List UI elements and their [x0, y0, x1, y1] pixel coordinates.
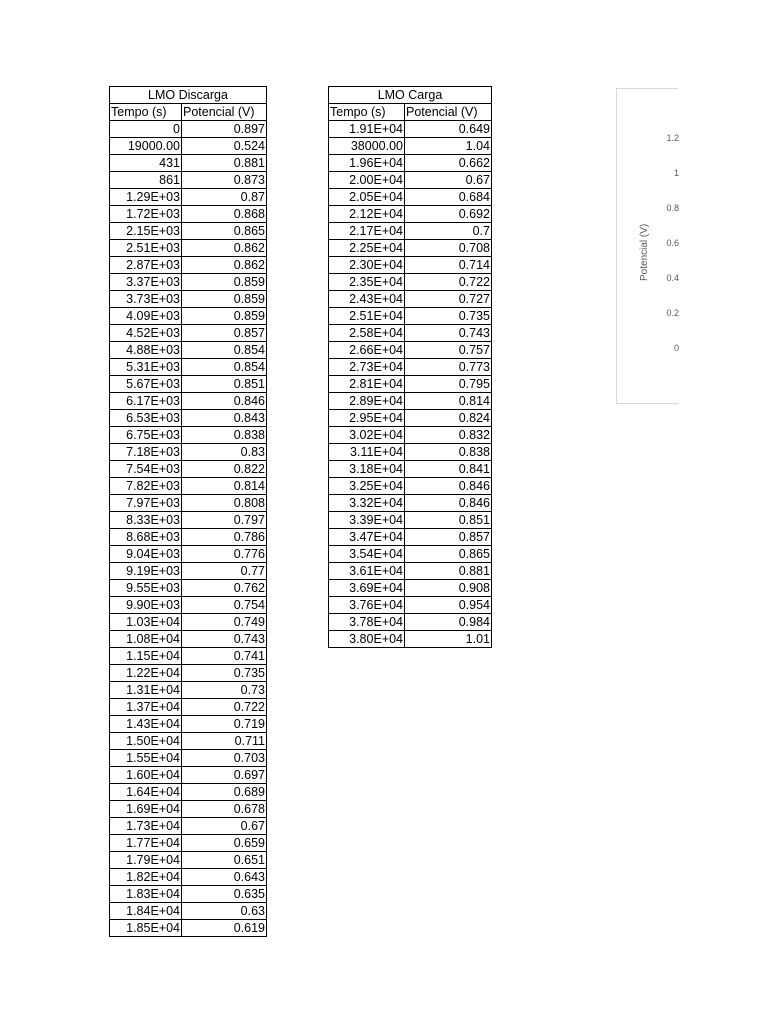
cell-time[interactable]: 2.51E+04: [329, 308, 405, 325]
cell-potential[interactable]: 0.797: [182, 512, 267, 529]
cell-time[interactable]: 3.25E+04: [329, 478, 405, 495]
cell-time[interactable]: 1.37E+04: [110, 699, 182, 716]
cell-potential[interactable]: 0.757: [405, 342, 492, 359]
table-row: [110, 376, 267, 393]
cell-potential[interactable]: 0.838: [182, 427, 267, 444]
table-row: [329, 274, 492, 291]
cell-time[interactable]: 3.11E+04: [329, 444, 405, 461]
table-row: [329, 138, 492, 155]
cell-time[interactable]: 1.22E+04: [110, 665, 182, 682]
cell-time[interactable]: 2.30E+04: [329, 257, 405, 274]
cell-potential[interactable]: 0.862: [182, 257, 267, 274]
cell-potential[interactable]: 0.722: [182, 699, 267, 716]
table-row: [110, 410, 267, 427]
table-row: [110, 495, 267, 512]
cell-time[interactable]: 1.84E+04: [110, 903, 182, 920]
y-tick-label: 1.2: [666, 133, 679, 143]
cell-potential[interactable]: 0.814: [405, 393, 492, 410]
table-row: [110, 206, 267, 223]
table-row: [110, 291, 267, 308]
cell-potential[interactable]: 0.762: [182, 580, 267, 597]
cell-time[interactable]: 3.54E+04: [329, 546, 405, 563]
cell-potential[interactable]: 0.743: [182, 631, 267, 648]
cell-time[interactable]: 9.19E+03: [110, 563, 182, 580]
table-row: [110, 308, 267, 325]
table-row: [329, 597, 492, 614]
cell-time[interactable]: 1.50E+04: [110, 733, 182, 750]
cell-time[interactable]: 3.78E+04: [329, 614, 405, 631]
table-row: [110, 648, 267, 665]
cell-time[interactable]: 2.05E+04: [329, 189, 405, 206]
cell-time[interactable]: 3.02E+04: [329, 427, 405, 444]
table-row: [110, 767, 267, 784]
cell-potential[interactable]: 0.83: [182, 444, 267, 461]
cell-time[interactable]: 1.82E+04: [110, 869, 182, 886]
cell-potential[interactable]: 0.743: [405, 325, 492, 342]
cell-time[interactable]: 1.96E+04: [329, 155, 405, 172]
table-row: [110, 359, 267, 376]
table-row: [110, 121, 267, 138]
cell-time[interactable]: 5.67E+03: [110, 376, 182, 393]
cell-potential[interactable]: 0.824: [405, 410, 492, 427]
charge-col-potential[interactable]: Potencial (V): [405, 104, 492, 121]
cell-time[interactable]: 3.73E+03: [110, 291, 182, 308]
table-row: [329, 172, 492, 189]
cell-time[interactable]: 3.32E+04: [329, 495, 405, 512]
cell-time[interactable]: 3.18E+04: [329, 461, 405, 478]
cell-time[interactable]: 2.89E+04: [329, 393, 405, 410]
table-row: [329, 631, 492, 648]
table-row: [110, 138, 267, 155]
cell-potential[interactable]: 0.843: [182, 410, 267, 427]
table-row: [329, 427, 492, 444]
cell-time[interactable]: 3.80E+04: [329, 631, 405, 648]
table-row: [329, 291, 492, 308]
table-row: [329, 410, 492, 427]
cell-time[interactable]: 1.43E+04: [110, 716, 182, 733]
cell-time[interactable]: 2.81E+04: [329, 376, 405, 393]
cell-potential[interactable]: 0.73: [182, 682, 267, 699]
cell-potential[interactable]: 0.776: [182, 546, 267, 563]
cell-potential[interactable]: 0.859: [182, 308, 267, 325]
cell-potential[interactable]: 0.741: [182, 648, 267, 665]
cell-time[interactable]: 2.73E+04: [329, 359, 405, 376]
table-row: [110, 682, 267, 699]
cell-potential[interactable]: 0.719: [182, 716, 267, 733]
cell-potential[interactable]: 1.01: [405, 631, 492, 648]
table-row: [110, 546, 267, 563]
cell-potential[interactable]: 0.77: [182, 563, 267, 580]
cell-time[interactable]: 0: [110, 121, 182, 138]
cell-time[interactable]: 6.53E+03: [110, 410, 182, 427]
y-tick-label: 0.6: [666, 238, 679, 248]
table-row: [110, 665, 267, 682]
table-row: [329, 461, 492, 478]
cell-potential[interactable]: 0.735: [405, 308, 492, 325]
cell-time[interactable]: 1.55E+04: [110, 750, 182, 767]
table-row: [329, 478, 492, 495]
cell-potential[interactable]: 0.754: [182, 597, 267, 614]
table-row: [329, 614, 492, 631]
cell-time[interactable]: 9.04E+03: [110, 546, 182, 563]
cell-potential[interactable]: 0.662: [405, 155, 492, 172]
cell-potential[interactable]: 0.846: [405, 495, 492, 512]
table-row: [110, 257, 267, 274]
table-row: [329, 206, 492, 223]
y-tick-label: 0.2: [666, 308, 679, 318]
cell-potential[interactable]: 0.795: [405, 376, 492, 393]
table-row: [329, 546, 492, 563]
cell-time[interactable]: 2.00E+04: [329, 172, 405, 189]
table-row: [110, 886, 267, 903]
table-row: [110, 597, 267, 614]
cell-time[interactable]: 2.17E+04: [329, 223, 405, 240]
cell-time[interactable]: 2.12E+04: [329, 206, 405, 223]
table-row: [110, 716, 267, 733]
cell-potential[interactable]: 0.851: [405, 512, 492, 529]
table-row: [110, 427, 267, 444]
y-axis-label: Potencial (V): [639, 223, 650, 281]
table-row: [110, 342, 267, 359]
cell-potential[interactable]: 0.708: [405, 240, 492, 257]
cell-time[interactable]: 4.09E+03: [110, 308, 182, 325]
table-row: [110, 869, 267, 886]
cell-time[interactable]: 2.66E+04: [329, 342, 405, 359]
y-tick-label: 0.8: [666, 203, 679, 213]
cell-time[interactable]: 3.37E+03: [110, 274, 182, 291]
cell-potential[interactable]: 0.838: [405, 444, 492, 461]
cell-potential[interactable]: 0.684: [405, 189, 492, 206]
table-row: [110, 631, 267, 648]
table-row: [110, 784, 267, 801]
cell-potential[interactable]: 0.868: [182, 206, 267, 223]
table-row: [110, 563, 267, 580]
table-row: [329, 529, 492, 546]
y-tick-label: 0: [673, 343, 679, 353]
table-row: [329, 359, 492, 376]
table-row: [329, 393, 492, 410]
cell-time[interactable]: 2.95E+04: [329, 410, 405, 427]
table-row: [110, 818, 267, 835]
cell-time[interactable]: 1.73E+04: [110, 818, 182, 835]
cell-potential[interactable]: 0.87: [182, 189, 267, 206]
table-row: [329, 325, 492, 342]
cell-time[interactable]: 38000.00: [329, 138, 405, 155]
table-row: [110, 155, 267, 172]
cell-potential[interactable]: 0.773: [405, 359, 492, 376]
table-row: [110, 512, 267, 529]
table-row: [110, 240, 267, 257]
cell-potential[interactable]: 0.854: [182, 342, 267, 359]
table-row: [110, 172, 267, 189]
cell-potential[interactable]: 0.873: [182, 172, 267, 189]
table-row: [329, 376, 492, 393]
cell-time[interactable]: 7.18E+03: [110, 444, 182, 461]
cell-time[interactable]: 431: [110, 155, 182, 172]
cell-time[interactable]: 8.33E+03: [110, 512, 182, 529]
cell-potential[interactable]: 0.908: [405, 580, 492, 597]
cell-time[interactable]: 1.72E+03: [110, 206, 182, 223]
table-row: [110, 223, 267, 240]
table-row: [329, 257, 492, 274]
discharge-col-time[interactable]: Tempo (s): [110, 104, 182, 121]
cell-potential[interactable]: 0.63: [182, 903, 267, 920]
cell-time[interactable]: 7.54E+03: [110, 461, 182, 478]
cell-time[interactable]: 7.82E+03: [110, 478, 182, 495]
table-row: [329, 240, 492, 257]
cell-potential[interactable]: 0.881: [182, 155, 267, 172]
table-row: [329, 308, 492, 325]
cell-potential[interactable]: 0.846: [405, 478, 492, 495]
cell-time[interactable]: 3.47E+04: [329, 529, 405, 546]
charge-title: LMO Carga: [329, 87, 492, 104]
cell-time[interactable]: 4.52E+03: [110, 325, 182, 342]
table-row: [329, 580, 492, 597]
cell-time[interactable]: 1.77E+04: [110, 835, 182, 852]
cell-potential[interactable]: 0.67: [405, 172, 492, 189]
cell-time[interactable]: 1.64E+04: [110, 784, 182, 801]
cell-time[interactable]: 1.15E+04: [110, 648, 182, 665]
cell-potential[interactable]: 0.659: [182, 835, 267, 852]
cell-potential[interactable]: 0.689: [182, 784, 267, 801]
y-tick-label: 0.4: [666, 273, 679, 283]
cell-potential[interactable]: 0.703: [182, 750, 267, 767]
charge-col-time[interactable]: Tempo (s): [329, 104, 405, 121]
cell-potential[interactable]: 1.04: [405, 138, 492, 155]
cell-potential[interactable]: 0.857: [182, 325, 267, 342]
table-row: [110, 325, 267, 342]
cell-time[interactable]: 2.25E+04: [329, 240, 405, 257]
cell-time[interactable]: 3.39E+04: [329, 512, 405, 529]
table-row: [110, 750, 267, 767]
cell-potential[interactable]: 0.865: [182, 223, 267, 240]
cell-potential[interactable]: 0.954: [405, 597, 492, 614]
cell-time[interactable]: 1.03E+04: [110, 614, 182, 631]
cell-potential[interactable]: 0.7: [405, 223, 492, 240]
cell-time[interactable]: 1.85E+04: [110, 920, 182, 937]
table-row: [329, 444, 492, 461]
cell-time[interactable]: 1.83E+04: [110, 886, 182, 903]
table-row: [110, 920, 267, 937]
cell-potential[interactable]: 0.865: [405, 546, 492, 563]
cell-time[interactable]: 1.31E+04: [110, 682, 182, 699]
cell-time[interactable]: 1.29E+03: [110, 189, 182, 206]
cell-potential[interactable]: 0.859: [182, 274, 267, 291]
table-row: [110, 393, 267, 410]
cell-potential[interactable]: 0.851: [182, 376, 267, 393]
cell-time[interactable]: 2.87E+03: [110, 257, 182, 274]
cell-time[interactable]: 2.15E+03: [110, 223, 182, 240]
table-row: [329, 512, 492, 529]
cell-potential[interactable]: 0.649: [405, 121, 492, 138]
cell-potential[interactable]: 0.822: [182, 461, 267, 478]
discharge-col-potential[interactable]: Potencial (V): [182, 104, 267, 121]
cell-time[interactable]: 1.60E+04: [110, 767, 182, 784]
cell-time[interactable]: 1.69E+04: [110, 801, 182, 818]
cell-time[interactable]: 8.68E+03: [110, 529, 182, 546]
cell-time[interactable]: 1.79E+04: [110, 852, 182, 869]
cell-potential[interactable]: 0.711: [182, 733, 267, 750]
cell-potential[interactable]: 0.678: [182, 801, 267, 818]
cell-potential[interactable]: 0.814: [182, 478, 267, 495]
cell-potential[interactable]: 0.881: [405, 563, 492, 580]
cell-time[interactable]: 5.31E+03: [110, 359, 182, 376]
cell-potential[interactable]: 0.862: [182, 240, 267, 257]
table-row: [110, 580, 267, 597]
table-row: [110, 614, 267, 631]
table-row: [329, 189, 492, 206]
table-row: [329, 563, 492, 580]
table-row: [110, 461, 267, 478]
cell-time[interactable]: 19000.00: [110, 138, 182, 155]
cell-time[interactable]: 3.69E+04: [329, 580, 405, 597]
cell-potential[interactable]: 0.722: [405, 274, 492, 291]
cell-time[interactable]: 1.08E+04: [110, 631, 182, 648]
cell-potential[interactable]: 0.749: [182, 614, 267, 631]
cell-potential[interactable]: 0.524: [182, 138, 267, 155]
cell-time[interactable]: 3.61E+04: [329, 563, 405, 580]
cell-potential[interactable]: 0.714: [405, 257, 492, 274]
cell-potential[interactable]: 0.697: [182, 767, 267, 784]
cell-potential[interactable]: 0.619: [182, 920, 267, 937]
cell-potential[interactable]: 0.643: [182, 869, 267, 886]
cell-potential[interactable]: 0.841: [405, 461, 492, 478]
cell-time[interactable]: 6.17E+03: [110, 393, 182, 410]
cell-time[interactable]: 3.76E+04: [329, 597, 405, 614]
cell-time[interactable]: 2.35E+04: [329, 274, 405, 291]
table-row: [110, 903, 267, 920]
table-row: [329, 223, 492, 240]
table-row: [110, 852, 267, 869]
table-row: [329, 342, 492, 359]
table-row: [110, 529, 267, 546]
cell-potential[interactable]: 0.635: [182, 886, 267, 903]
table-row: [110, 274, 267, 291]
y-tick-label: 1: [673, 168, 679, 178]
cell-potential[interactable]: 0.984: [405, 614, 492, 631]
cell-time[interactable]: 9.90E+03: [110, 597, 182, 614]
cell-potential[interactable]: 0.692: [405, 206, 492, 223]
cell-potential[interactable]: 0.727: [405, 291, 492, 308]
cell-time[interactable]: 2.51E+03: [110, 240, 182, 257]
potential-chart[interactable]: [616, 88, 678, 404]
cell-time[interactable]: 6.75E+03: [110, 427, 182, 444]
table-row: [329, 121, 492, 138]
table-row: [110, 835, 267, 852]
cell-potential[interactable]: 0.854: [182, 359, 267, 376]
table-row: [110, 189, 267, 206]
cell-time[interactable]: 861: [110, 172, 182, 189]
cell-potential[interactable]: 0.651: [182, 852, 267, 869]
table-row: [110, 478, 267, 495]
charge-table: [328, 86, 492, 648]
discharge-title: LMO Discarga: [110, 87, 267, 104]
cell-potential[interactable]: 0.846: [182, 393, 267, 410]
cell-time[interactable]: 2.43E+04: [329, 291, 405, 308]
cell-time[interactable]: 2.58E+04: [329, 325, 405, 342]
cell-potential[interactable]: 0.832: [405, 427, 492, 444]
cell-potential[interactable]: 0.786: [182, 529, 267, 546]
cell-potential[interactable]: 0.808: [182, 495, 267, 512]
table-row: [329, 495, 492, 512]
cell-potential[interactable]: 0.67: [182, 818, 267, 835]
cell-time[interactable]: 1.91E+04: [329, 121, 405, 138]
table-row: [329, 155, 492, 172]
table-row: [110, 733, 267, 750]
discharge-table: [109, 86, 267, 937]
cell-potential[interactable]: 0.859: [182, 291, 267, 308]
cell-time[interactable]: 9.55E+03: [110, 580, 182, 597]
cell-potential[interactable]: 0.897: [182, 121, 267, 138]
cell-potential[interactable]: 0.857: [405, 529, 492, 546]
table-row: [110, 801, 267, 818]
cell-potential[interactable]: 0.735: [182, 665, 267, 682]
cell-time[interactable]: 7.97E+03: [110, 495, 182, 512]
table-row: [110, 699, 267, 716]
cell-time[interactable]: 4.88E+03: [110, 342, 182, 359]
table-row: [110, 444, 267, 461]
